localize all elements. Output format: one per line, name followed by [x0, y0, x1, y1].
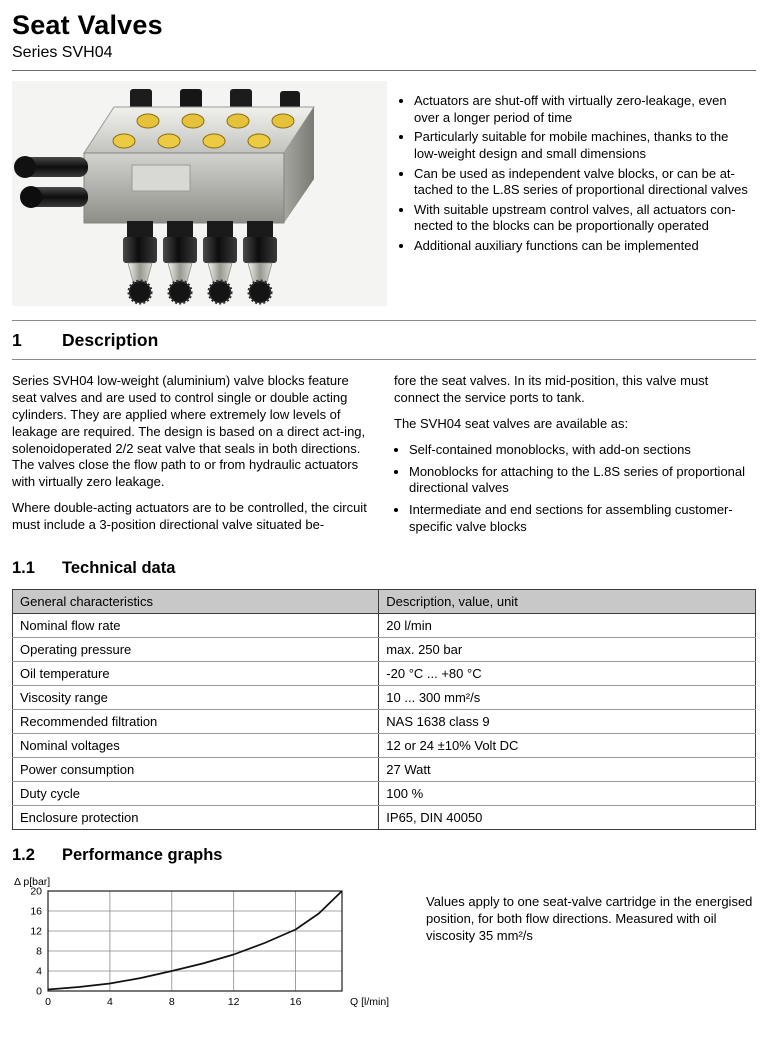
characteristic-cell: Enclosure protection: [13, 806, 379, 830]
subsection-number: 1.2: [12, 846, 35, 865]
description-paragraph: Where double-acting actuators are to be controlled, the circuit must include a 3-position directional valve situated be-: [12, 500, 367, 533]
product-photo: [12, 81, 387, 306]
y-axis-label: Δ p[bar]: [14, 876, 51, 889]
value-cell: 100 %: [379, 782, 756, 806]
characteristic-cell: Operating pressure: [13, 638, 379, 662]
description-paragraph: Series SVH04 low-weight (aluminium) valve blocks feature seat valves and are used to control single or double acting cylinders. They are applied where extremely low levels of leakage are required. The design is based on a direct act-ing, solenoidoperated 2/2 seat valve that seals in both directions. The valves close the flow path to or from hydraulic actuators with virtually zero leakage.: [12, 373, 366, 490]
description-paragraph: fore the seat valves. In its mid-position, this valve must connect the service ports to tank.: [394, 373, 709, 405]
list-item: • Intermediate and end sections for assembling customer-specific valve blocks: [409, 502, 756, 536]
y-tick-label: 12: [30, 925, 42, 938]
list-item: • Additional auxiliary functions can be implemented: [414, 238, 755, 255]
feature-list: [399, 81, 755, 306]
characteristic-cell: Nominal voltages: [13, 734, 379, 758]
table-header-values: Description, value, unit: [379, 590, 756, 614]
description-body: [12, 373, 756, 543]
characteristic-cell: Recommended filtration: [13, 710, 379, 734]
chart-note: Values apply to one seat-valve cartridge in the energised position, for both flow directions. Measured with oil viscosity 35 mm²/s: [426, 894, 753, 944]
subsection-number: 1.1: [12, 559, 35, 578]
list-item: • With suitable upstream control valves, all actuators con-nected to the blocks can be proportionally operated: [414, 202, 755, 235]
description-paragraph: The SVH04 seat valves are available as:: [394, 415, 629, 431]
list-item: • Self-contained monoblocks, with add-on sections: [409, 442, 756, 459]
table-row: [13, 614, 756, 638]
value-cell: 27 Watt: [379, 758, 756, 782]
y-tick-label: 20: [30, 885, 42, 898]
table-row: [13, 782, 756, 806]
x-axis-label: Q [l/min]: [350, 996, 390, 1009]
value-cell: 10 ... 300 mm²/s: [379, 686, 756, 710]
table-head: [13, 590, 756, 614]
performance-chart: [12, 875, 412, 1027]
x-tick-label: 4: [106, 996, 113, 1009]
value-cell: 20 l/min: [379, 614, 756, 638]
technical-table-body: [13, 614, 756, 830]
series-subtitle: Series SVH04: [12, 44, 113, 61]
characteristic-cell: Nominal flow rate: [13, 614, 379, 638]
y-tick-label: 0: [36, 985, 42, 998]
y-tick-label: 4: [36, 965, 42, 978]
section-number: 1: [12, 330, 22, 350]
list-item: • Particularly suitable for mobile machines, thanks to the low-weight design and small dimensions: [414, 129, 755, 162]
description-left-column: [12, 373, 374, 543]
y-tick-label: 16: [30, 905, 42, 918]
table-row: [13, 710, 756, 734]
characteristic-cell: Viscosity range: [13, 686, 379, 710]
list-item: • Monoblocks for attaching to the L.8S series of proportional directional valves: [409, 464, 756, 498]
section-technical-heading: [12, 559, 756, 578]
description-right-column: [394, 373, 756, 543]
x-tick-label: 8: [168, 996, 175, 1009]
valve-photo-illustration: [12, 81, 387, 306]
header-divider: [12, 70, 756, 71]
chart-box: [12, 875, 412, 1032]
characteristic-cell: Duty cycle: [13, 782, 379, 806]
x-tick-label: 12: [227, 996, 240, 1009]
technical-data-table: [12, 589, 756, 830]
characteristic-cell: Oil temperature: [13, 662, 379, 686]
section-rule-bottom: [12, 359, 756, 360]
x-tick-label: 0: [45, 996, 51, 1009]
section-description-heading: [12, 321, 756, 359]
table-header-row: [13, 590, 756, 614]
x-tick-label: 16: [289, 996, 302, 1009]
value-cell: -20 °C ... +80 °C: [379, 662, 756, 686]
value-cell: NAS 1638 class 9: [379, 710, 756, 734]
performance-section: [12, 875, 756, 1032]
table-header-characteristics: General characteristics: [13, 590, 379, 614]
section-title: Description: [62, 330, 159, 350]
subsection-title: Technical data: [62, 559, 176, 578]
table-row: [13, 806, 756, 830]
intro-section: [12, 81, 756, 306]
list-item: • Actuators are shut-off with virtually zero-leakage, even over a longer period of time: [414, 93, 755, 126]
value-cell: max. 250 bar: [379, 638, 756, 662]
table-row: [13, 734, 756, 758]
y-tick-label: 8: [36, 945, 42, 958]
table-row: [13, 638, 756, 662]
table-row: [13, 662, 756, 686]
list-item: • Can be used as independent valve blocks, or can be at-tached to the L.8S series of proportional directional valves: [414, 166, 755, 199]
table-row: [13, 686, 756, 710]
performance-curve: [48, 891, 342, 990]
subsection-title: Performance graphs: [62, 846, 223, 865]
value-cell: 12 or 24 ±10% Volt DC: [379, 734, 756, 758]
characteristic-cell: Power consumption: [13, 758, 379, 782]
availability-list: [394, 442, 756, 536]
table-row: [13, 758, 756, 782]
page-title: Seat Valves: [12, 10, 163, 40]
value-cell: IP65, DIN 40050: [386, 810, 483, 826]
chart-border: [48, 891, 342, 991]
nameplate: [132, 165, 190, 191]
section-performance-heading: [12, 846, 756, 865]
